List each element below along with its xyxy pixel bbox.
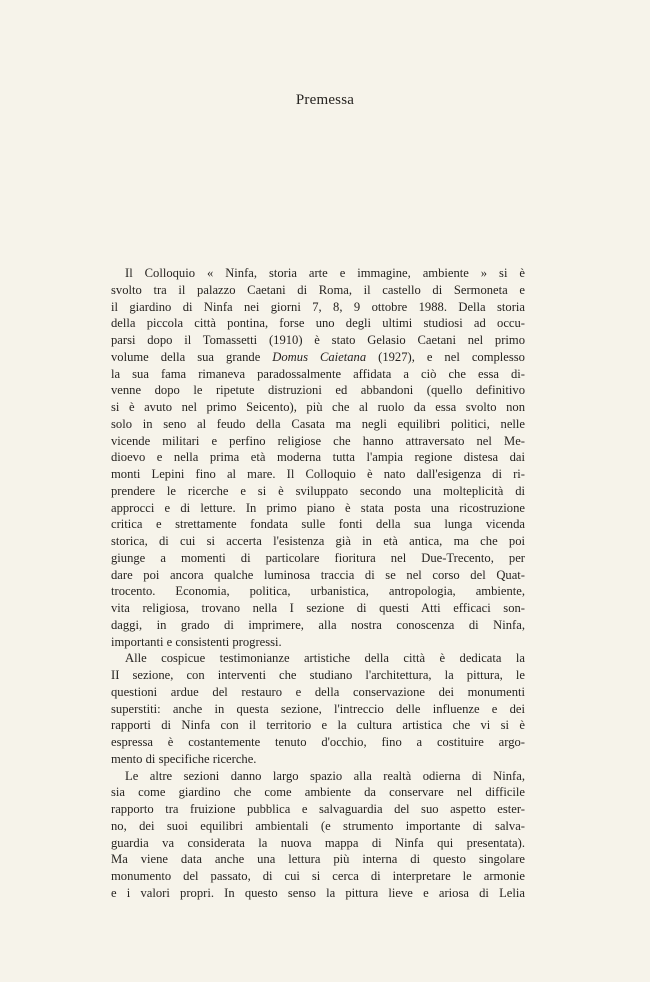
text-line: dare poi ancora qualche luminosa traccia di se nel corso del Quat- [111, 567, 525, 582]
text-line: Il Colloquio « Ninfa, storia arte e immagine, ambiente » si è [125, 266, 525, 280]
text-line: storica, di cui si accerta l'esistenza già in età antica, ma che poi [111, 534, 525, 548]
paragraph [111, 768, 525, 902]
text-segment: (1927), e nel complesso [366, 349, 525, 364]
text-line [111, 349, 525, 366]
text-line: rapporto tra fruizione pubblica e salvaguardia del suo aspetto ester- [111, 802, 525, 816]
text-line: si è avuto nel primo Seicento), più che al ruolo da essa svolto non [111, 400, 525, 414]
text-line: parsi dopo il Tomassetti (1910) è stato Gelasio Caetani nel primo [111, 333, 525, 347]
text-line: monumento del passato, di cui si cerca di interpretare le armonie [111, 869, 525, 883]
text-line: trocento. Economia, politica, urbanistica, antropologia, ambiente, [111, 584, 525, 599]
text-line: critica e strettamente fondata sulle fonti della sua lunga vicenda [111, 517, 525, 532]
text-line: no, dei suoi equilibri ambientali (e strumento importante di salva- [111, 818, 525, 833]
body-text [111, 265, 525, 902]
text-line: II sezione, con interventi che studiano l'architettura, la pittura, le [111, 668, 525, 682]
text-line: vicende militari e perfino religiose che hanno attraversato nel Me- [111, 433, 525, 448]
text-line: solo in seno al feudo della Casata ma negli equilibri politici, nelle [111, 416, 525, 431]
text-line: daggi, in grado di imprimere, alla nostra conoscenza di Ninfa, [111, 617, 525, 632]
text-line: monti Lepini fino al mare. Il Colloquio è nato dall'esigenza di ri- [111, 467, 525, 481]
text-line: e i valori propri. In questo senso la pittura lieve e ariosa di Lelia [111, 885, 525, 900]
text-line: rapporti di Ninfa con il territorio e la cultura artistica che vi si è [111, 718, 525, 733]
text-line: giunge a momenti di particolare fioritura nel Due-Trecento, per [111, 550, 525, 565]
text-line: mento di specifiche ricerche. [111, 751, 257, 766]
text-line: la sua fama rimaneva paradossalmente affidata a ciò che essa di- [111, 366, 525, 381]
text-line: superstiti: anche in questa sezione, l'intreccio delle influenze e dei [111, 701, 525, 716]
text-line: della piccola città pontina, forse uno degli ultimi studiosi ad occu- [111, 316, 525, 331]
text-line: Le altre sezioni danno largo spazio alla realtà odierna di Ninfa, [125, 768, 525, 783]
text-line: il giardino di Ninfa nei giorni 7, 8, 9 ottobre 1988. Della storia [111, 299, 525, 314]
text-line: vita religiosa, trovano nella I sezione di questi Atti efficaci son- [111, 601, 525, 615]
text-line: venne dopo le ripetute distruzioni ed abbandoni (quello definitivo [111, 383, 525, 398]
book-title: Domus Caietana [272, 349, 367, 364]
text-line: sia come giardino che come ambiente da conservare nel difficile [111, 785, 525, 800]
text-line: Ma viene data anche una lettura più interna di questo singolare [111, 852, 525, 867]
text-line: prendere le ricerche e si è sviluppato secondo una molteplicità di [111, 483, 525, 498]
text-line: espressa è costantemente tenuto d'occhio, fino a costituire argo- [111, 735, 525, 749]
text-line: questioni ardue del restauro e della conservazione dei monumenti [111, 684, 525, 699]
text-line: dioevo e nella prima età moderna tutta l'ampia regione distesa dai [111, 450, 525, 465]
text-line: svolto tra il palazzo Caetani di Roma, il castello di Sermoneta e [111, 282, 525, 297]
text-line: guardia va considerata la nuova mappa di Ninfa qui presentata). [111, 835, 525, 850]
text-segment: volume della sua grande [111, 349, 273, 364]
text-line: approcci e di letture. In primo piano è stata posta una ricostruzione [111, 500, 525, 515]
paragraph [111, 650, 525, 767]
page-heading: Premessa [295, 92, 355, 108]
text-line: importanti e consistenti progressi. [111, 634, 282, 649]
text-line: Alle cospicue testimonianze artistiche della città è dedicata la [125, 651, 525, 666]
paragraph [111, 265, 525, 650]
